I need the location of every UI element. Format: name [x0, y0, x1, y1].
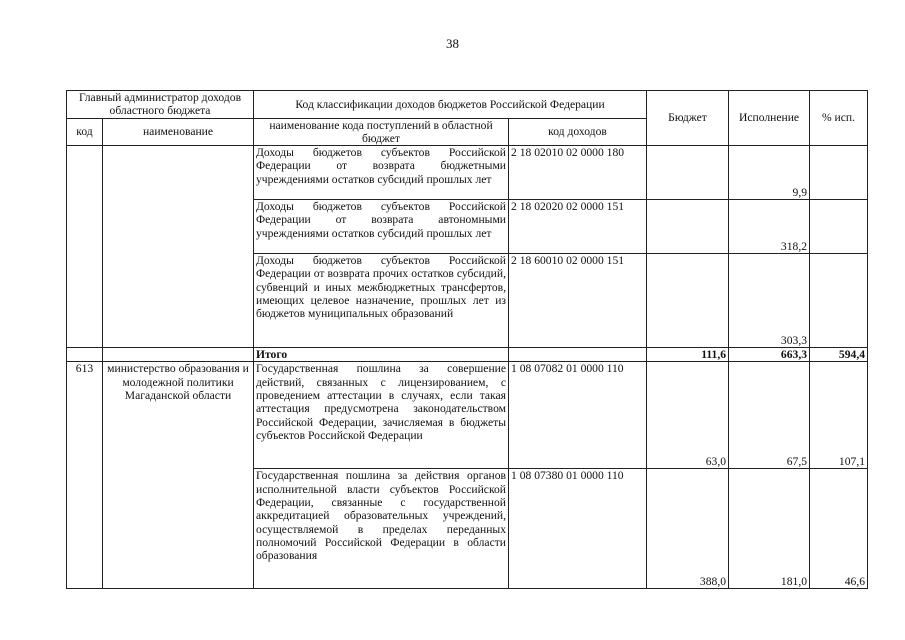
table-row [67, 146, 868, 200]
percent-cell [810, 146, 868, 200]
percent-cell: 46,6 [810, 469, 868, 589]
execution-cell: 318,2 [729, 200, 810, 254]
header-admin-group: Главный администратор доходов областного бюджета [67, 91, 254, 119]
revenue-table [66, 90, 868, 589]
total-row [67, 348, 868, 362]
header-income-code-name: наименование кода поступлений в областной бюджет [254, 118, 509, 146]
admin-code-cell [67, 146, 103, 348]
budget-cell [647, 254, 729, 348]
execution-cell: 181,0 [729, 469, 810, 589]
admin-name-cell [103, 146, 254, 348]
income-code-cell: 2 18 60010 02 0000 151 [509, 254, 647, 348]
total-execution: 663,3 [729, 348, 810, 362]
budget-cell: 63,0 [647, 362, 729, 469]
income-name-cell: Доходы бюджетов субъектов Российской Федерации от возврата прочих остатков субсидий, субвенций и иных межбюджетных трансфертов, имеющих целевое назначение, прошлых лет из бюджетов муниципальных образований [254, 254, 509, 348]
header-name: наименование [103, 118, 254, 146]
total-label: Итого [254, 348, 509, 362]
header-budget: Бюджет [647, 91, 729, 146]
total-percent: 594,4 [810, 348, 868, 362]
header-classification-group: Код классификации доходов бюджетов Российской Федерации [254, 91, 647, 119]
total-code-empty [509, 348, 647, 362]
header-percent: % исп. [810, 91, 868, 146]
execution-cell: 67,5 [729, 362, 810, 469]
budget-cell [647, 200, 729, 254]
admin-name-cell: министерство образования и молодежной политики Магаданской области [103, 362, 254, 589]
income-name-cell: Государственная пошлина за действия органов исполнительной власти субъектов Российской Федерации, связанные с государственной аккредитацией образовательных учреждений, осуществляемой в пределах переданных полномочий Российской Федерации в области образования [254, 469, 509, 589]
execution-cell: 9,9 [729, 146, 810, 200]
admin-code-cell: 613 [67, 362, 103, 589]
income-name-cell: Доходы бюджетов субъектов Российской Федерации от возврата бюджетными учреждениями остатков субсидий прошлых лет [254, 146, 509, 200]
income-code-cell: 2 18 02010 02 0000 180 [509, 146, 647, 200]
income-code-cell: 2 18 02020 02 0000 151 [509, 200, 647, 254]
header-income-code: код доходов [509, 118, 647, 146]
percent-cell [810, 200, 868, 254]
execution-cell: 303,3 [729, 254, 810, 348]
percent-cell [810, 254, 868, 348]
income-code-cell: 1 08 07082 01 0000 110 [509, 362, 647, 469]
total-name-cell [103, 348, 254, 362]
page-number: 38 [446, 36, 459, 51]
header-code: код [67, 118, 103, 146]
header-row-1 [67, 91, 868, 119]
income-name-cell: Доходы бюджетов субъектов Российской Федерации от возврата автономными учреждениями остатков субсидий прошлых лет [254, 200, 509, 254]
budget-cell: 388,0 [647, 469, 729, 589]
total-code-cell [67, 348, 103, 362]
budget-cell [647, 146, 729, 200]
table-row [67, 362, 868, 469]
percent-cell: 107,1 [810, 362, 868, 469]
header-execution: Исполнение [729, 91, 810, 146]
income-code-cell: 1 08 07380 01 0000 110 [509, 469, 647, 589]
income-name-cell: Государственная пошлина за совершение действий, связанных с лицензированием, с проведением аттестации в случаях, если такая аттестация предусмотрена законодательством Российской Федерации, зачисляемая в бюджеты субъектов Российской Федерации [254, 362, 509, 469]
total-budget: 111,6 [647, 348, 729, 362]
